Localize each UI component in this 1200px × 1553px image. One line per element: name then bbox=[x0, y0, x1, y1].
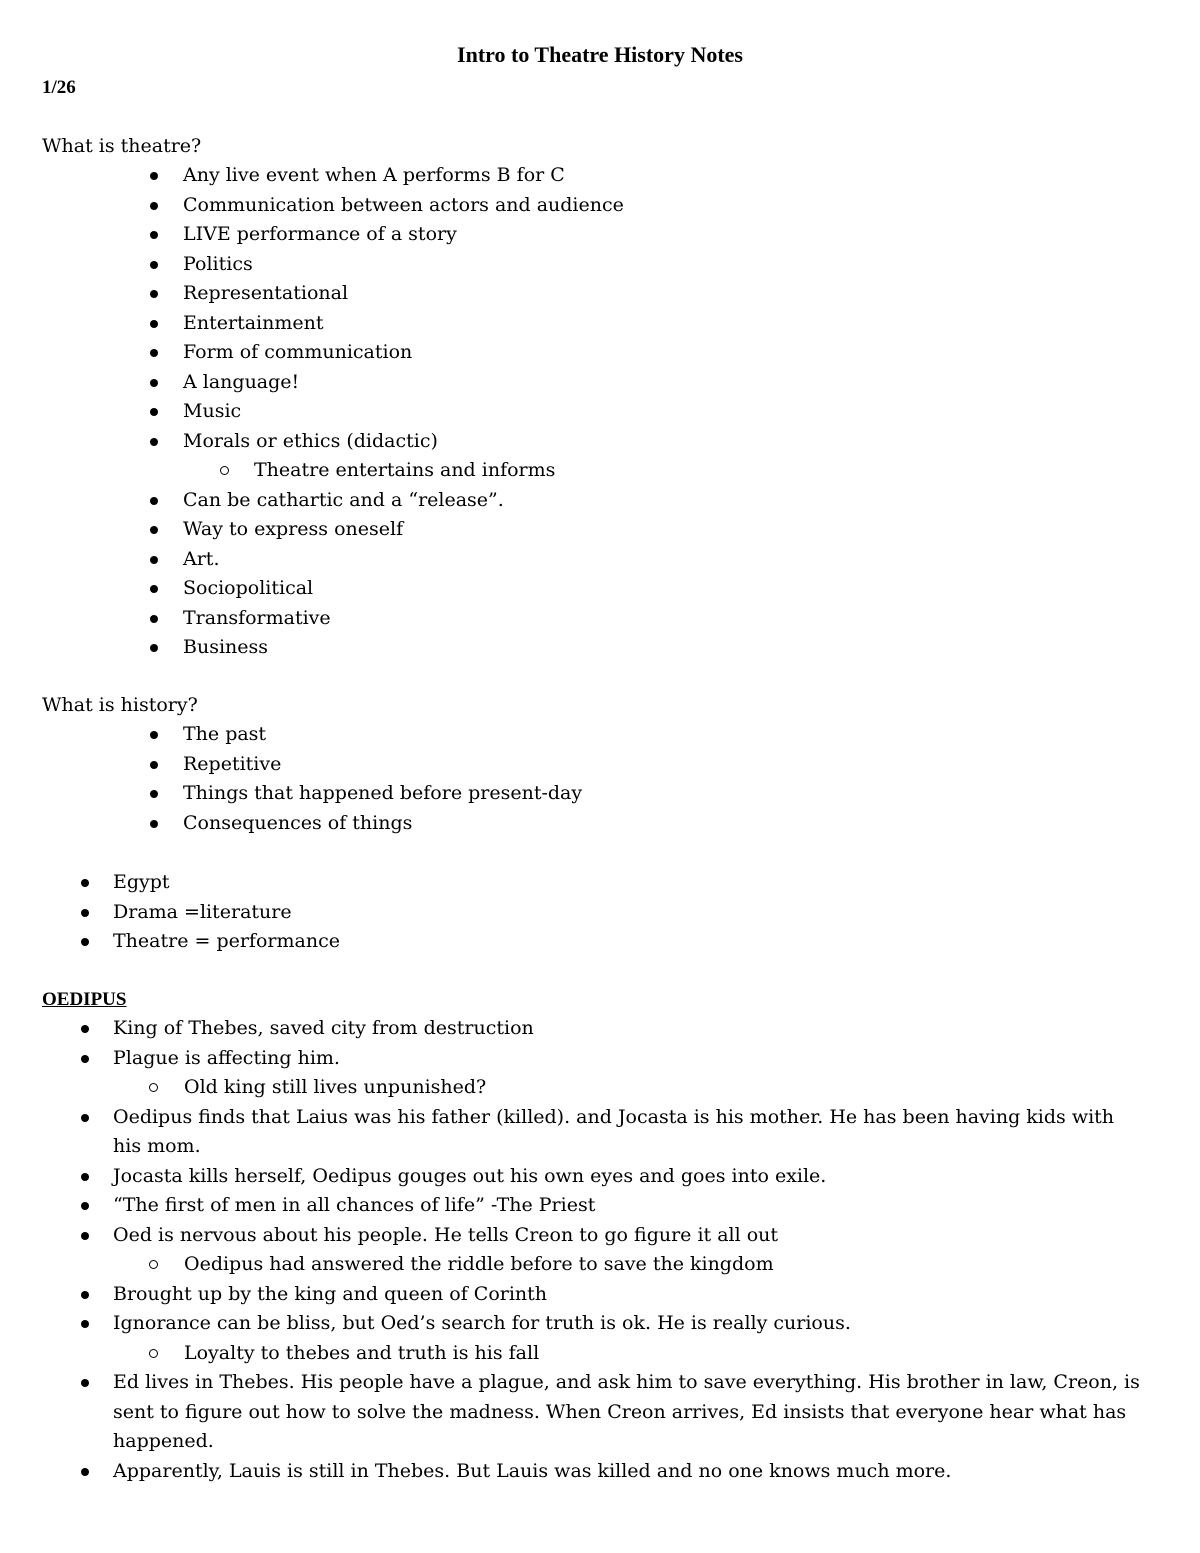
bullet-icon bbox=[150, 644, 158, 652]
circle-bullet-icon bbox=[220, 466, 229, 475]
list-item: Jocasta kills herself, Oedipus gouges out his own eyes and goes into exile. bbox=[0, 1162, 1030, 1192]
bullet-icon bbox=[81, 1055, 89, 1063]
sub-list-item: Theatre entertains and informs bbox=[0, 456, 960, 486]
list-item: The past bbox=[0, 720, 960, 750]
list-item: Oedipus finds that Laius was his father (killed). and Jocasta is his mother. He has been having kids with his mom. bbox=[0, 1103, 1030, 1162]
list-item: Ed lives in Thebes. His people have a plague, and ask him to save everything. His brother in law, Creon, is sent to figure out how to solve the madness. When Creon arrives, Ed insists that everyone hear what has happened. bbox=[0, 1368, 1030, 1457]
list-item: Things that happened before present-day bbox=[0, 779, 960, 809]
list-item: Can be cathartic and a “release”. bbox=[0, 486, 960, 516]
sub-list-item: Loyalty to thebes and truth is his fall bbox=[0, 1339, 1030, 1369]
bullet-icon bbox=[81, 909, 89, 917]
list-item: Transformative bbox=[0, 604, 960, 634]
bullet-icon bbox=[150, 585, 158, 593]
list-item: Repetitive bbox=[0, 750, 960, 780]
list-item: Representational bbox=[0, 279, 960, 309]
bullet-icon bbox=[150, 320, 158, 328]
list-item: A language! bbox=[0, 368, 960, 398]
section-heading-oedipus: OEDIPUS bbox=[42, 989, 127, 1010]
list-item: Apparently, Lauis is still in Thebes. But Lauis was killed and no one knows much more. bbox=[0, 1457, 1030, 1487]
bullet-icon bbox=[150, 261, 158, 269]
theatre-list bbox=[0, 161, 960, 663]
list-item: Communication between actors and audience bbox=[0, 191, 960, 221]
list-item: Brought up by the king and queen of Corinth bbox=[0, 1280, 1030, 1310]
bullet-icon bbox=[81, 1468, 89, 1476]
list-item: Plague is affecting him. bbox=[0, 1044, 1030, 1074]
list-item: Morals or ethics (didactic) bbox=[0, 427, 960, 457]
list-item: Politics bbox=[0, 250, 960, 280]
bullet-icon bbox=[150, 820, 158, 828]
bullet-icon bbox=[81, 879, 89, 887]
bullet-icon bbox=[150, 408, 158, 416]
list-item: Consequences of things bbox=[0, 809, 960, 839]
bullet-icon bbox=[81, 1320, 89, 1328]
list-item: Ignorance can be bliss, but Oed’s search for truth is ok. He is really curious. bbox=[0, 1309, 1030, 1339]
bullet-icon bbox=[150, 290, 158, 298]
bullet-icon bbox=[150, 349, 158, 357]
list-item: Egypt bbox=[0, 868, 1030, 898]
bullet-icon bbox=[81, 1114, 89, 1122]
bullet-icon bbox=[150, 231, 158, 239]
bullet-icon bbox=[150, 438, 158, 446]
bullet-icon bbox=[81, 1202, 89, 1210]
bullet-icon bbox=[150, 761, 158, 769]
sub-list-item: Old king still lives unpunished? bbox=[0, 1073, 1030, 1103]
list-item: Any live event when A performs B for C bbox=[0, 161, 960, 191]
bullet-icon bbox=[150, 790, 158, 798]
bullet-icon bbox=[81, 1232, 89, 1240]
bullet-icon bbox=[150, 526, 158, 534]
bullet-icon bbox=[150, 731, 158, 739]
list-item: Oed is nervous about his people. He tells Creon to go figure it all out bbox=[0, 1221, 1030, 1251]
list-item: LIVE performance of a story bbox=[0, 220, 960, 250]
circle-bullet-icon bbox=[149, 1260, 158, 1269]
bullet-icon bbox=[81, 1379, 89, 1387]
oedipus-list bbox=[0, 1014, 1140, 1486]
list-item: Music bbox=[0, 397, 960, 427]
list-item: Form of communication bbox=[0, 338, 960, 368]
bullet-icon bbox=[150, 497, 158, 505]
bullet-icon bbox=[150, 556, 158, 564]
list-item: King of Thebes, saved city from destruction bbox=[0, 1014, 1030, 1044]
section-heading-theatre: What is theatre? bbox=[42, 135, 202, 157]
history-list bbox=[0, 720, 960, 838]
misc-list bbox=[0, 868, 1030, 957]
list-item: Drama =literature bbox=[0, 898, 1030, 928]
list-item: Business bbox=[0, 633, 960, 663]
section-heading-history: What is history? bbox=[42, 694, 198, 716]
bullet-icon bbox=[150, 379, 158, 387]
bullet-icon bbox=[81, 1173, 89, 1181]
bullet-icon bbox=[81, 1291, 89, 1299]
bullet-icon bbox=[81, 1025, 89, 1033]
circle-bullet-icon bbox=[149, 1349, 158, 1358]
list-item: Art. bbox=[0, 545, 960, 575]
list-item: Entertainment bbox=[0, 309, 960, 339]
bullet-icon bbox=[150, 172, 158, 180]
bullet-icon bbox=[150, 202, 158, 210]
bullet-icon bbox=[150, 615, 158, 623]
list-item: Theatre = performance bbox=[0, 927, 1030, 957]
sub-list-item: Oedipus had answered the riddle before to save the kingdom bbox=[0, 1250, 1030, 1280]
circle-bullet-icon bbox=[149, 1083, 158, 1092]
list-item: “The first of men in all chances of life” -The Priest bbox=[0, 1191, 1030, 1221]
page-title: Intro to Theatre History Notes bbox=[457, 42, 743, 67]
bullet-icon bbox=[81, 938, 89, 946]
note-date: 1/26 bbox=[42, 77, 76, 98]
list-item: Way to express oneself bbox=[0, 515, 960, 545]
list-item: Sociopolitical bbox=[0, 574, 960, 604]
